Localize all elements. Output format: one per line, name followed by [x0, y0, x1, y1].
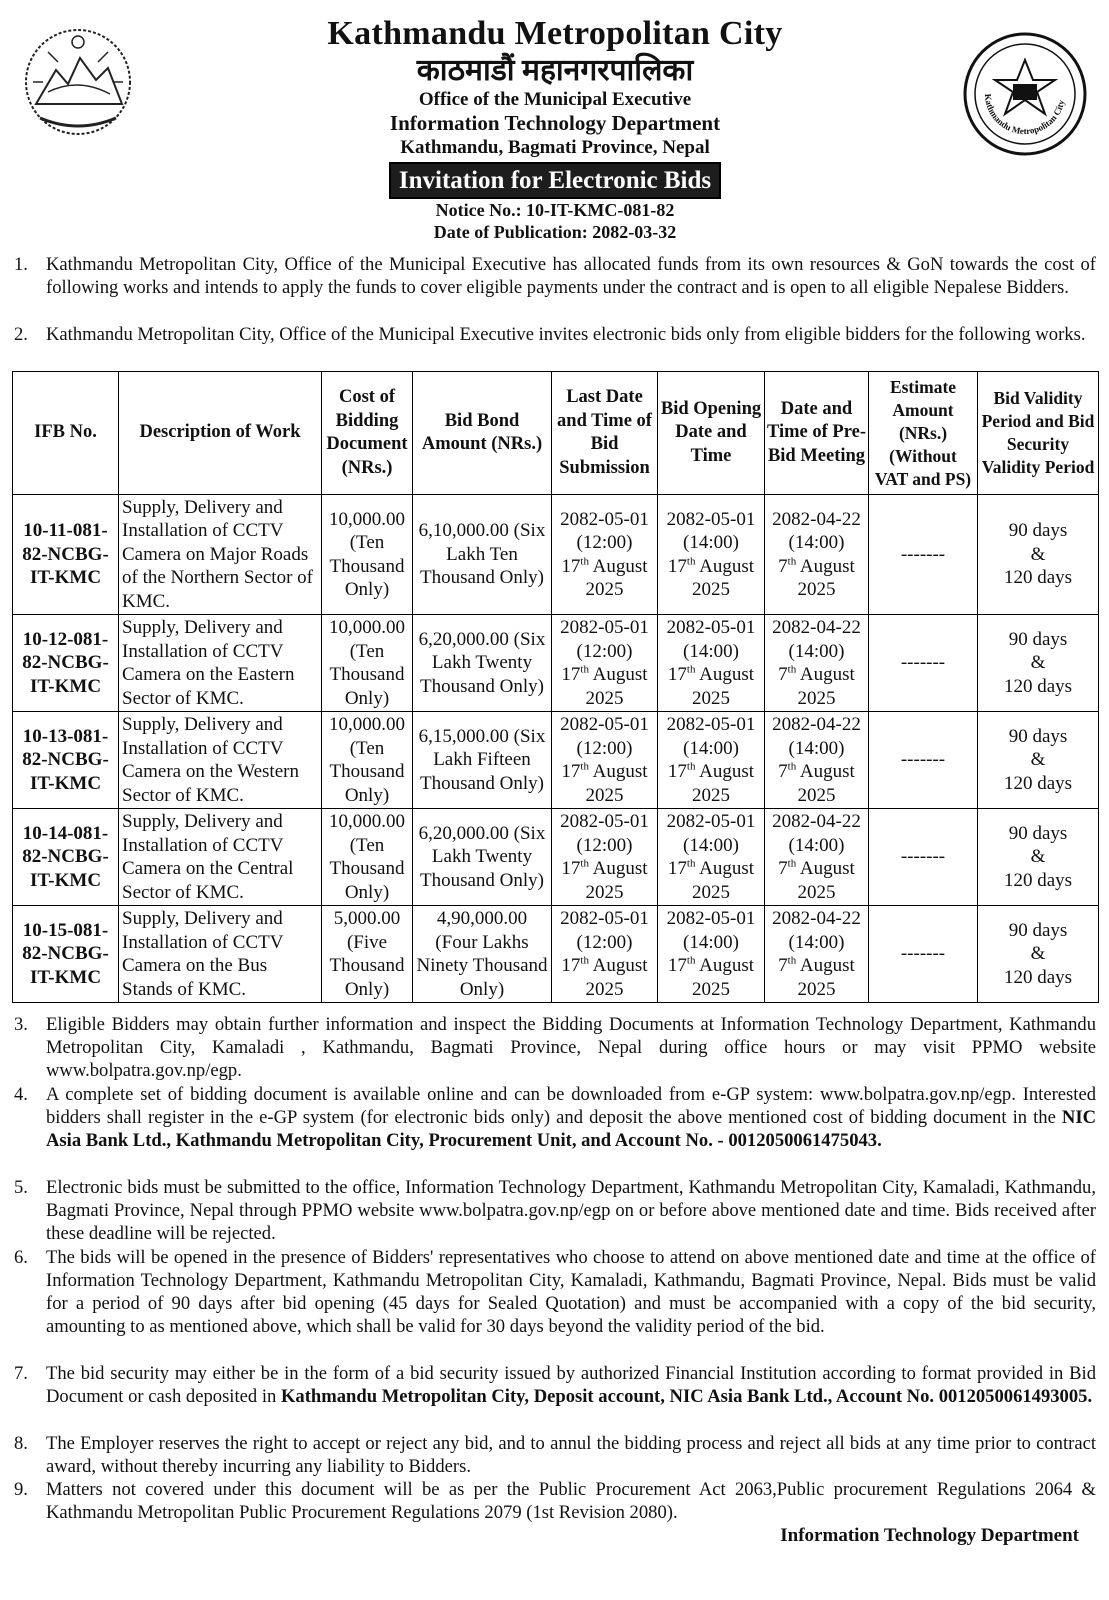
- office-address: Kathmandu, Bagmati Province, Nepal: [400, 137, 710, 158]
- paragraph-8: [14, 1432, 1096, 1478]
- table-row: [13, 495, 1099, 615]
- paragraph-number: 6.: [14, 1247, 28, 1268]
- ifb-cell: 10-11-081-82-NCBG-IT-KMC: [13, 495, 119, 615]
- header-description: Description of Work: [119, 372, 322, 495]
- paragraph-9: [14, 1478, 1096, 1524]
- header-ifb: IFB No.: [13, 372, 119, 495]
- description-cell: Supply, Delivery and Installation of CCTV Camera on Major Roads of the Northern Sector of KMC.: [119, 495, 322, 615]
- paragraph-number: 4.: [14, 1084, 28, 1105]
- kmc-seal-logo: [961, 30, 1089, 158]
- paragraph-text: The Employer reserves the right to accept or reject any bid, and to annul the bidding process and reject all bids at any time prior to contract award, without thereby incurring any liability to Bidders.: [46, 1433, 1096, 1477]
- notice-header: [0, 0, 1109, 250]
- seal-text: Kathmandu Metropolitan City: [982, 93, 1067, 137]
- notice-banner: Invitation for Electronic Bids: [389, 162, 721, 199]
- paragraph-text: Kathmandu Metropolitan City, Office of the Municipal Executive has allocated funds from its own resources & GoN towards the cost of following works and intends to apply the funds to cover eligible payments under the contract and is open to all eligible Nepalese Bidders.: [46, 254, 1096, 298]
- estimate-cell: -------: [869, 712, 978, 809]
- org-nepali-title: काठमाडौं महानगरपालिका: [416, 54, 694, 87]
- cost-cell: 10,000.00 (Ten Thousand Only): [322, 809, 413, 906]
- description-cell: Supply, Delivery and Installation of CCTV Camera on the Bus Stands of KMC.: [119, 906, 322, 1003]
- ifb-cell: 10-13-081-82-NCBG-IT-KMC: [13, 712, 119, 809]
- ifb-cell: 10-14-081-82-NCBG-IT-KMC: [13, 809, 119, 906]
- cost-cell: 10,000.00 (Ten Thousand Only): [322, 495, 413, 615]
- paragraph-text: Matters not covered under this document will be as per the Public Procurement Act 2063,Public procurement Regulations 2064 & Kathmandu Metropolitan Public Procurement Regulations 2079 (1st Revision 2080).: [46, 1479, 1096, 1523]
- department-name: Information Technology Department: [389, 111, 721, 135]
- publication-date: Date of Publication: 2082-03-32: [433, 222, 677, 242]
- bond-cell: 6,20,000.00 (Six Lakh Twenty Thousand Only): [413, 615, 552, 712]
- paragraph-text: The bids will be opened in the presence of Bidders' representatives who choose to attend on above mentioned date and time at the office of Information Technology Department, Kathmandu Metropolitan City, Kamaladi, Kathmandu, Bagmati Province, Nepal. Bids must be valid for a period of 90 days after bid opening (45 days for Sealed Quotation) and must be accompanied with a copy of the bid security, amounting to as mentioned above, which shall be valid for 30 days beyond the validity period of the bid.: [46, 1247, 1096, 1337]
- last-date-cell: 2082-05-01 (12:00) 17th August 2025: [552, 809, 658, 906]
- notice-number: Notice No.: 10-IT-KMC-081-82: [435, 200, 675, 220]
- paragraph-2: [14, 323, 1096, 346]
- paragraph-number: 2.: [14, 324, 28, 345]
- opening-cell: 2082-05-01 (14:00) 17th August 2025: [658, 809, 765, 906]
- bank-account-info: NIC Asia Bank Ltd., Kathmandu Metropolitan City, Procurement Unit, and Account No. - 0012050061475043.: [46, 1107, 1096, 1151]
- paragraph-text: Kathmandu Metropolitan City, Office of the Municipal Executive invites electronic bids only from eligible bidders for the following works.: [46, 324, 1086, 345]
- cost-cell: 10,000.00 (Ten Thousand Only): [322, 712, 413, 809]
- paragraph-7: [14, 1362, 1096, 1408]
- header-estimate: Estimate Amount (NRs.) (Without VAT and PS): [869, 372, 978, 495]
- last-date-cell: 2082-05-01 (12:00) 17th August 2025: [552, 615, 658, 712]
- ifb-cell: 10-15-081-82-NCBG-IT-KMC: [13, 906, 119, 1003]
- bond-cell: 6,10,000.00 (Six Lakh Ten Thousand Only): [413, 495, 552, 615]
- header-cost: Cost of Bidding Document (NRs.): [322, 372, 413, 495]
- paragraph-number: 5.: [14, 1177, 28, 1198]
- deposit-account-info: Kathmandu Metropolitan City, Deposit account, NIC Asia Bank Ltd., Account No. 0012050061493005.: [280, 1386, 1093, 1407]
- prebid-cell: 2082-04-22 (14:00) 7th August 2025: [765, 906, 869, 1003]
- paragraph-number: 1.: [14, 254, 28, 275]
- bond-cell: 4,90,000.00 (Four Lakhs Ninety Thousand Only): [413, 906, 552, 1003]
- description-cell: Supply, Delivery and Installation of CCTV Camera on the Central Sector of KMC.: [119, 809, 322, 906]
- last-date-cell: 2082-05-01 (12:00) 17th August 2025: [552, 712, 658, 809]
- validity-cell: 90 days & 120 days: [978, 906, 1099, 1003]
- header-validity: Bid Validity Period and Bid Security Validity Period: [978, 372, 1099, 495]
- cost-cell: 5,000.00 (Five Thousand Only): [322, 906, 413, 1003]
- estimate-cell: -------: [869, 906, 978, 1003]
- paragraph-text: Electronic bids must be submitted to the office, Information Technology Department, Kathmandu Metropolitan City, Kamaladi, Kathmandu, Bagmati Province, Nepal through PPMO website www.bolpatra.gov.np/egp on or before above mentioned date and time. Bids received after these deadline will be rejected.: [46, 1177, 1096, 1244]
- nepal-emblem-logo: [18, 22, 138, 142]
- paragraph-text: Eligible Bidders may obtain further information and inspect the Bidding Documents at Information Technology Department, Kathmandu Metropolitan City, Kamaladi , Kathmandu, Bagmati Province, Nepal during office hours or may visit PPMO website www.bolpatra.gov.np/egp.: [46, 1014, 1096, 1081]
- header-last-date: Last Date and Time of Bid Submission: [552, 372, 658, 495]
- table-row: [13, 615, 1099, 712]
- paragraph-number: 9.: [14, 1479, 28, 1500]
- validity-cell: 90 days & 120 days: [978, 495, 1099, 615]
- table-row: [13, 809, 1099, 906]
- last-date-cell: 2082-05-01 (12:00) 17th August 2025: [552, 906, 658, 1003]
- paragraph-4: [14, 1083, 1096, 1152]
- paragraph-number: 8.: [14, 1433, 28, 1454]
- table-row: [13, 906, 1099, 1003]
- bond-cell: 6,15,000.00 (Six Lakh Fifteen Thousand Only): [413, 712, 552, 809]
- signature-department: Information Technology Department: [780, 1525, 1079, 1546]
- paragraph-text: The bid security may either be in the form of a bid security issued by authorized Financial Institution according to format provided in Bid Document or cash deposited in Kathmandu Metropolitan City, Deposit account, NIC Asia Bank Ltd., Account No. 0012050061493005.: [46, 1363, 1096, 1407]
- opening-cell: 2082-05-01 (14:00) 17th August 2025: [658, 615, 765, 712]
- paragraph-number: 3.: [14, 1014, 28, 1035]
- opening-cell: 2082-05-01 (14:00) 17th August 2025: [658, 906, 765, 1003]
- paragraph-number: 7.: [14, 1363, 28, 1384]
- prebid-cell: 2082-04-22 (14:00) 7th August 2025: [765, 615, 869, 712]
- bids-table: [12, 371, 1099, 1003]
- prebid-cell: 2082-04-22 (14:00) 7th August 2025: [765, 809, 869, 906]
- opening-cell: 2082-05-01 (14:00) 17th August 2025: [658, 495, 765, 615]
- opening-cell: 2082-05-01 (14:00) 17th August 2025: [658, 712, 765, 809]
- cost-cell: 10,000.00 (Ten Thousand Only): [322, 615, 413, 712]
- paragraph-3: [14, 1013, 1096, 1082]
- paragraph-text: A complete set of bidding document is available online and can be downloaded from e-GP system: www.bolpatra.gov.np/egp. Interested bidders shall register in the e-GP system (for electronic bids only) and deposit the above mentioned cost of bidding document in the NIC Asia Bank Ltd., Kathmandu Metropolitan City, Procurement Unit, and Account No. - 0012050061475043.: [46, 1084, 1096, 1151]
- estimate-cell: -------: [869, 615, 978, 712]
- last-date-cell: 2082-05-01 (12:00) 17th August 2025: [552, 495, 658, 615]
- office-name: Office of the Municipal Executive: [418, 89, 692, 110]
- table-header-row: [13, 372, 1099, 495]
- paragraph-6: [14, 1246, 1096, 1338]
- description-cell: Supply, Delivery and Installation of CCTV Camera on the Western Sector of KMC.: [119, 712, 322, 809]
- prebid-cell: 2082-04-22 (14:00) 7th August 2025: [765, 712, 869, 809]
- validity-cell: 90 days & 120 days: [978, 615, 1099, 712]
- paragraph-5: [14, 1176, 1096, 1245]
- estimate-cell: -------: [869, 809, 978, 906]
- prebid-cell: 2082-04-22 (14:00) 7th August 2025: [765, 495, 869, 615]
- ifb-cell: 10-12-081-82-NCBG-IT-KMC: [13, 615, 119, 712]
- paragraph-1: [14, 253, 1096, 299]
- estimate-cell: -------: [869, 495, 978, 615]
- validity-cell: 90 days & 120 days: [978, 712, 1099, 809]
- header-bid-bond: Bid Bond Amount (NRs.): [413, 372, 552, 495]
- header-text: [160, 14, 950, 243]
- description-cell: Supply, Delivery and Installation of CCTV Camera on the Eastern Sector of KMC.: [119, 615, 322, 712]
- org-title: Kathmandu Metropolitan City: [327, 15, 783, 52]
- validity-cell: 90 days & 120 days: [978, 809, 1099, 906]
- header-prebid: Date and Time of Pre-Bid Meeting: [765, 372, 869, 495]
- table-row: [13, 712, 1099, 809]
- header-opening: Bid Opening Date and Time: [658, 372, 765, 495]
- bond-cell: 6,20,000.00 (Six Lakh Twenty Thousand Only): [413, 809, 552, 906]
